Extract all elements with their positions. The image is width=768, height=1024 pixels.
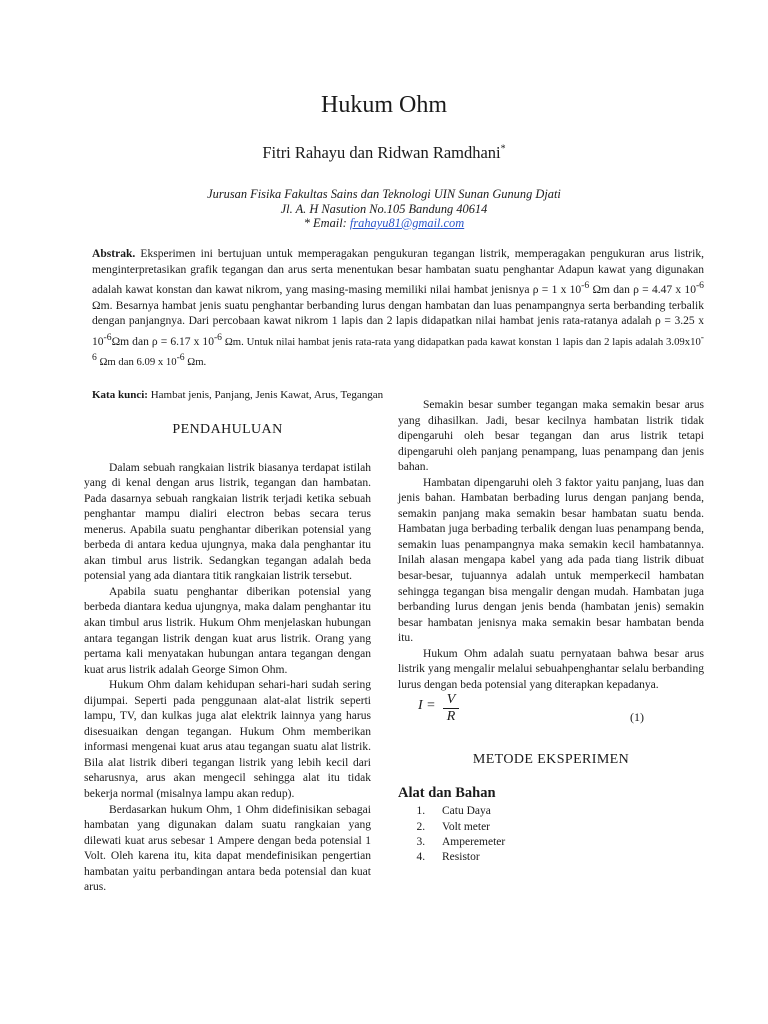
paper-title: Hukum Ohm [321, 92, 447, 118]
abstract-exp-1: -6 [581, 280, 590, 292]
abstract-text-4: Ωm dan ρ = 6.17 x 10 [111, 335, 214, 348]
abstract [92, 247, 704, 371]
abstract-text-1: Eksperimen ini bertujuan untuk memperagakan pengukuran tegangan listrik, memperagakan pengukuran arus listrik, menginterpretasikan grafik tegangan dan arus serta menentukan besar hambatan suatu penghantar Adapun kawat yang digunakan adalah kawat konstan dan kawat nikrom, yang masing-masing memiliki nilai hambat jenisnya ρ = 1 x 10 [92, 248, 705, 297]
equation-fraction [443, 692, 459, 725]
author-mark: * [500, 143, 506, 155]
email-label: * Email: [303, 216, 347, 230]
body-paragraph-2: Hambatan dipengaruhi oleh 3 faktor yaitu panjang, luas dan jenis bahan. Hambatan berbading lurus dengan panjang benda, semakin panjang maka semakin besar hambatan suatu benda. Hambatan juga berbading terbalik dengan luas penampang benda, semakin luas penampangnya maka semakin kecil hambatannya. Inilah alasan mengapa kabel yang ada pada tiang listrik dibuat besar-besar, tujuannya adalah untuk memperkecil hambatan sehingga tegangan bisa mengalir dengan mudah. Hambatan juga berbanding lurus dengan jenis benda (hambatan jenis) semakin besar hambatan jenisnya maka semakin besar hambatan benda itu. [398, 476, 704, 645]
affiliation-line-2: Jl. A. H Nasution No.105 Bandung 40614 [280, 201, 488, 216]
materials-list [398, 804, 704, 865]
abstract-exp-5: -6 [92, 331, 704, 364]
abstract-text-3: Ωm. Besarnya hambat jenis suatu penghantar berbanding lurus dengan hambatan dan luas penampangnya serta berbanding terbalik dengan panjangnya. Dari percobaan kawat nikrom 1 lapis dan 2 lapis didapatkan nilai hambat jenis rata-ratanya adalah ρ = 3.25 x 10 [92, 299, 704, 348]
abstract-text-2: Ωm dan ρ = 4.47 x 10 [589, 284, 696, 297]
abstract-text-5: Ωm. Untuk nilai hambat jenis rata-rata yang didapatkan pada kawat konstan 1 lapis dan 2 lapis adalah 3.09x10 [221, 335, 701, 348]
abstract-exp-6: -6 [176, 352, 185, 364]
affiliation [0, 187, 768, 231]
section-heading-introduction: PENDAHULUAN [172, 422, 283, 437]
left-column [84, 422, 371, 896]
list-item: 4. Resistor [428, 850, 704, 865]
abstract-text-7: Ωm. [184, 356, 207, 369]
intro-paragraph-1: Dalam sebuah rangkaian listrik biasanya terdapat istilah yang di kenal dengan arus listrik, tegangan dan hambatan. Pada dasarnya sebuah rangkaian listrik terjadi ketika sebuah penghantar mampu dialiri electron bebas secara terus menerus. Apabila suatu penghantar diberikan potensial yang berbeda di antara kedua ujungnya, maka dala penghantar itu akan timbul arus listrik. Sedangkan tegangan adalah beda potensial yang ada diantara titik rangkaian listrik tersebut. [84, 461, 371, 583]
right-column [398, 398, 704, 866]
equation-lhs: I = [418, 698, 436, 714]
list-item: 1. Catu Daya [428, 804, 704, 819]
subheading-materials: Alat dan Bahan [398, 784, 496, 801]
ohm-equation [398, 692, 704, 736]
body-paragraph-1: Semakin besar sumber tegangan maka semakin besar arus yang dihasilkan. Jadi, besar kecilnya hambatan listrik tidak dipengaruhi oleh besar tegangan dan arus listrik tetapi dipengaruhi oleh panjang penampang, luas penampang dan jenis bahan. [398, 399, 704, 474]
affiliation-line-1: Jurusan Fisika Fakultas Sains dan Teknologi UIN Sunan Gunung Djati [207, 187, 561, 201]
section-heading-method: METODE EKSPERIMEN [472, 752, 630, 768]
list-item: 3. Amperemeter [428, 835, 704, 850]
abstract-exp-2: -6 [695, 280, 704, 292]
abstract-exp-4: -6 [213, 331, 222, 343]
abstract-exp-3: -6 [103, 331, 112, 343]
abstract-text-6: Ωm dan 6.09 x 10 [96, 356, 177, 369]
author-names: Fitri Rahayu dan Ridwan Ramdhani [262, 143, 501, 162]
abstract-label: Abstrak. [92, 248, 136, 260]
equation-denominator: R [446, 709, 456, 725]
keywords-label: Kata kunci: [92, 389, 148, 401]
equation-number: (1) [630, 710, 644, 725]
body-paragraph-3: Hukum Ohm adalah suatu pernyataan bahwa besar arus listrik yang mengalir melalui sebuahpenghantar selalu berbanding lurus dengan beda potensial yang diterapkan kepadanya. [398, 647, 704, 691]
intro-paragraph-2: Apabila suatu penghantar diberikan potensial yang berbeda diantara kedua ujungnya, maka dalam penghantar itu akan timbul arus listrik. Hukum Ohm menjelaskan hubungan antara tegangan listrik dengan kuat arus listrik. Orang yang pertama kali menyatakan hubungan antara tegangan dengan kuat arus listrik adalah George Simon Ohm. [84, 585, 371, 676]
list-item: 2. Volt meter [428, 820, 704, 835]
intro-paragraph-3: Hukum Ohm dalam kehidupan sehari-hari sudah sering dijumpai. Seperti pada penggunaan alat-alat listrik seperti lampu, TV, dan kulkas juga alat elektrik lainnya yang harus disesuaikan dengan tegangan. Hukum Ohm memberikan informasi mengenai kuat arus atau tegangan suatu alat listrik. Bila alat listrik diberi tegangan listrik yang lebih kecil dari seharusnya, arus akan mengecil sehingga alat itu tidak bekerja normal (misalnya lampu akan redup). [84, 679, 371, 801]
email-link[interactable]: frahayu81@gmail.com [349, 216, 465, 230]
email-line [0, 216, 768, 231]
keywords-text: Hambat jenis, Panjang, Jenis Kawat, Arus, Tegangan [150, 389, 384, 401]
author-line [0, 143, 768, 163]
intro-paragraph-4: Berdasarkan hukum Ohm, 1 Ohm didefinisikan sebagai hambatan yang digunakan dalam suatu rangkaian yang dilewati kuat arus sebesar 1 Ampere dengan beda potensial 1 Volt. Oleh karena itu, kita dapat mendefinisikan pengertian hambatan yaitu perbandingan antara beda potensial dan kuat arus. [84, 803, 371, 894]
equation-numerator: V [443, 692, 459, 709]
